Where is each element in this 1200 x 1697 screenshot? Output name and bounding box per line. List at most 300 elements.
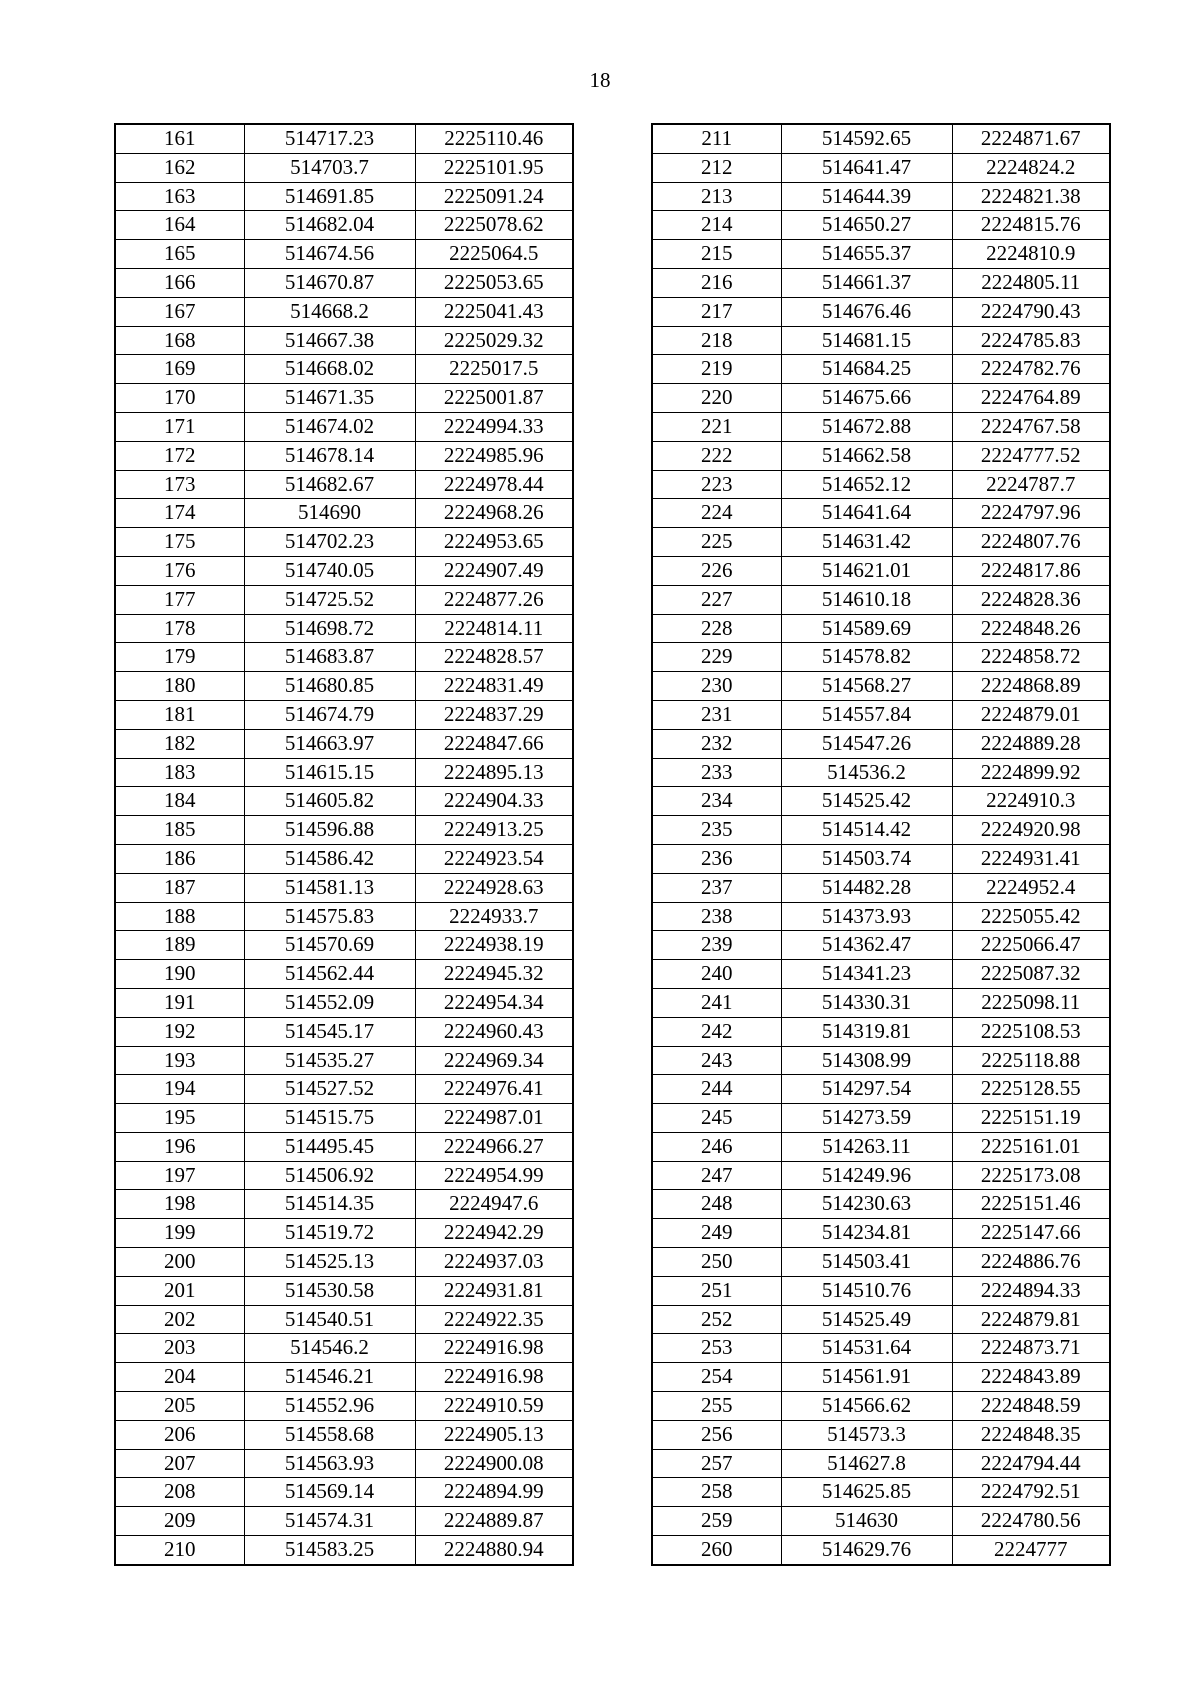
table-row <box>652 211 1110 240</box>
point-number-cell: 193 <box>115 1046 244 1075</box>
y-coordinate-cell: 2224910.3 <box>952 787 1110 816</box>
x-coordinate-cell: 514682.04 <box>244 211 415 240</box>
y-coordinate-cell: 2224787.7 <box>952 470 1110 499</box>
table-row <box>115 1190 573 1219</box>
point-number-cell: 176 <box>115 556 244 585</box>
y-coordinate-cell: 2224782.76 <box>952 355 1110 384</box>
x-coordinate-cell: 514670.87 <box>244 268 415 297</box>
table-row <box>115 384 573 413</box>
x-coordinate-cell: 514629.76 <box>781 1536 952 1565</box>
x-coordinate-cell: 514671.35 <box>244 384 415 413</box>
point-number-cell: 185 <box>115 816 244 845</box>
x-coordinate-cell: 514545.17 <box>244 1017 415 1046</box>
y-coordinate-cell: 2224871.67 <box>952 124 1110 153</box>
y-coordinate-cell: 2224792.51 <box>952 1478 1110 1507</box>
point-number-cell: 177 <box>115 585 244 614</box>
y-coordinate-cell: 2224952.4 <box>952 873 1110 902</box>
point-number-cell: 227 <box>652 585 781 614</box>
x-coordinate-cell: 514652.12 <box>781 470 952 499</box>
point-number-cell: 208 <box>115 1478 244 1507</box>
table-row <box>652 528 1110 557</box>
table-row <box>652 326 1110 355</box>
table-row <box>652 499 1110 528</box>
point-number-cell: 212 <box>652 153 781 182</box>
point-number-cell: 169 <box>115 355 244 384</box>
y-coordinate-cell: 2224831.49 <box>415 672 573 701</box>
page-number: 18 <box>589 68 611 92</box>
x-coordinate-cell: 514691.85 <box>244 182 415 211</box>
point-number-cell: 194 <box>115 1075 244 1104</box>
point-number-cell: 229 <box>652 643 781 672</box>
y-coordinate-cell: 2224916.98 <box>415 1334 573 1363</box>
coordinates-table-left <box>114 123 574 1566</box>
table-row <box>652 1392 1110 1421</box>
point-number-cell: 216 <box>652 268 781 297</box>
table-row <box>115 556 573 585</box>
table-row <box>652 931 1110 960</box>
table-row <box>115 1449 573 1478</box>
point-number-cell: 203 <box>115 1334 244 1363</box>
table-row <box>115 1219 573 1248</box>
point-number-cell: 191 <box>115 988 244 1017</box>
table-row <box>115 672 573 701</box>
x-coordinate-cell: 514547.26 <box>781 729 952 758</box>
y-coordinate-cell: 2224987.01 <box>415 1104 573 1133</box>
x-coordinate-cell: 514698.72 <box>244 614 415 643</box>
x-coordinate-cell: 514655.37 <box>781 240 952 269</box>
table-row <box>115 1536 573 1565</box>
point-number-cell: 255 <box>652 1392 781 1421</box>
x-coordinate-cell: 514661.37 <box>781 268 952 297</box>
x-coordinate-cell: 514703.7 <box>244 153 415 182</box>
y-coordinate-cell: 2225017.5 <box>415 355 573 384</box>
x-coordinate-cell: 514552.96 <box>244 1392 415 1421</box>
x-coordinate-cell: 514663.97 <box>244 729 415 758</box>
y-coordinate-cell: 2225101.95 <box>415 153 573 182</box>
point-number-cell: 174 <box>115 499 244 528</box>
point-number-cell: 200 <box>115 1248 244 1277</box>
table-row <box>115 787 573 816</box>
x-coordinate-cell: 514531.64 <box>781 1334 952 1363</box>
point-number-cell: 228 <box>652 614 781 643</box>
y-coordinate-cell: 2224968.26 <box>415 499 573 528</box>
point-number-cell: 213 <box>652 182 781 211</box>
point-number-cell: 199 <box>115 1219 244 1248</box>
y-coordinate-cell: 2224937.03 <box>415 1248 573 1277</box>
x-coordinate-cell: 514650.27 <box>781 211 952 240</box>
y-coordinate-cell: 2224805.11 <box>952 268 1110 297</box>
y-coordinate-cell: 2224848.26 <box>952 614 1110 643</box>
table-row <box>115 211 573 240</box>
table-row <box>652 585 1110 614</box>
y-coordinate-cell: 2224847.66 <box>415 729 573 758</box>
y-coordinate-cell: 2224985.96 <box>415 441 573 470</box>
y-coordinate-cell: 2224938.19 <box>415 931 573 960</box>
x-coordinate-cell: 514717.23 <box>244 124 415 153</box>
y-coordinate-cell: 2225029.32 <box>415 326 573 355</box>
x-coordinate-cell: 514525.13 <box>244 1248 415 1277</box>
x-coordinate-cell: 514574.31 <box>244 1507 415 1536</box>
table-row <box>652 355 1110 384</box>
table-row <box>652 470 1110 499</box>
x-coordinate-cell: 514578.82 <box>781 643 952 672</box>
x-coordinate-cell: 514319.81 <box>781 1017 952 1046</box>
point-number-cell: 223 <box>652 470 781 499</box>
x-coordinate-cell: 514503.74 <box>781 844 952 873</box>
point-number-cell: 240 <box>652 960 781 989</box>
point-number-cell: 162 <box>115 153 244 182</box>
y-coordinate-cell: 2224953.65 <box>415 528 573 557</box>
table-row <box>652 153 1110 182</box>
y-coordinate-cell: 2224877.26 <box>415 585 573 614</box>
point-number-cell: 184 <box>115 787 244 816</box>
x-coordinate-cell: 514341.23 <box>781 960 952 989</box>
x-coordinate-cell: 514527.52 <box>244 1075 415 1104</box>
y-coordinate-cell: 2225110.46 <box>415 124 573 153</box>
y-coordinate-cell: 2224790.43 <box>952 297 1110 326</box>
y-coordinate-cell: 2224843.89 <box>952 1363 1110 1392</box>
x-coordinate-cell: 514525.42 <box>781 787 952 816</box>
x-coordinate-cell: 514510.76 <box>781 1276 952 1305</box>
y-coordinate-cell: 2225091.24 <box>415 182 573 211</box>
x-coordinate-cell: 514506.92 <box>244 1161 415 1190</box>
x-coordinate-cell: 514562.44 <box>244 960 415 989</box>
x-coordinate-cell: 514631.42 <box>781 528 952 557</box>
table-row <box>115 1248 573 1277</box>
y-coordinate-cell: 2224894.99 <box>415 1478 573 1507</box>
table-row <box>115 1363 573 1392</box>
point-number-cell: 172 <box>115 441 244 470</box>
x-coordinate-cell: 514680.85 <box>244 672 415 701</box>
point-number-cell: 239 <box>652 931 781 960</box>
y-coordinate-cell: 2224879.01 <box>952 700 1110 729</box>
table-row <box>115 268 573 297</box>
y-coordinate-cell: 2225053.65 <box>415 268 573 297</box>
table-row <box>115 528 573 557</box>
point-number-cell: 244 <box>652 1075 781 1104</box>
x-coordinate-cell: 514514.35 <box>244 1190 415 1219</box>
point-number-cell: 205 <box>115 1392 244 1421</box>
y-coordinate-cell: 2224794.44 <box>952 1449 1110 1478</box>
table-row <box>115 729 573 758</box>
point-number-cell: 168 <box>115 326 244 355</box>
x-coordinate-cell: 514668.2 <box>244 297 415 326</box>
table-row <box>652 1276 1110 1305</box>
y-coordinate-cell: 2225128.55 <box>952 1075 1110 1104</box>
x-coordinate-cell: 514568.27 <box>781 672 952 701</box>
y-coordinate-cell: 2224900.08 <box>415 1449 573 1478</box>
table-row <box>652 1449 1110 1478</box>
x-coordinate-cell: 514573.3 <box>781 1420 952 1449</box>
table-row <box>652 1075 1110 1104</box>
table-row <box>652 412 1110 441</box>
y-coordinate-cell: 2224868.89 <box>952 672 1110 701</box>
table-row <box>115 1017 573 1046</box>
point-number-cell: 225 <box>652 528 781 557</box>
x-coordinate-cell: 514546.2 <box>244 1334 415 1363</box>
point-number-cell: 206 <box>115 1420 244 1449</box>
y-coordinate-cell: 2224785.83 <box>952 326 1110 355</box>
y-coordinate-cell: 2224954.99 <box>415 1161 573 1190</box>
point-number-cell: 218 <box>652 326 781 355</box>
point-number-cell: 188 <box>115 902 244 931</box>
table-row <box>652 1046 1110 1075</box>
table-row <box>115 988 573 1017</box>
x-coordinate-cell: 514641.47 <box>781 153 952 182</box>
x-coordinate-cell: 514586.42 <box>244 844 415 873</box>
x-coordinate-cell: 514683.87 <box>244 643 415 672</box>
y-coordinate-cell: 2224879.81 <box>952 1305 1110 1334</box>
table-row <box>652 988 1110 1017</box>
x-coordinate-cell: 514668.02 <box>244 355 415 384</box>
y-coordinate-cell: 2225055.42 <box>952 902 1110 931</box>
x-coordinate-cell: 514682.67 <box>244 470 415 499</box>
x-coordinate-cell: 514627.8 <box>781 1449 952 1478</box>
y-coordinate-cell: 2224810.9 <box>952 240 1110 269</box>
table-row <box>115 153 573 182</box>
point-number-cell: 249 <box>652 1219 781 1248</box>
table-row <box>115 931 573 960</box>
point-number-cell: 252 <box>652 1305 781 1334</box>
point-number-cell: 186 <box>115 844 244 873</box>
table-row <box>652 1219 1110 1248</box>
table-row <box>115 1132 573 1161</box>
x-coordinate-cell: 514566.62 <box>781 1392 952 1421</box>
table-row <box>115 1161 573 1190</box>
point-number-cell: 259 <box>652 1507 781 1536</box>
point-number-cell: 164 <box>115 211 244 240</box>
table-row <box>115 1392 573 1421</box>
table-row <box>652 1420 1110 1449</box>
table-row <box>652 960 1110 989</box>
x-coordinate-cell: 514561.91 <box>781 1363 952 1392</box>
table-row <box>115 844 573 873</box>
x-coordinate-cell: 514589.69 <box>781 614 952 643</box>
x-coordinate-cell: 514308.99 <box>781 1046 952 1075</box>
point-number-cell: 241 <box>652 988 781 1017</box>
x-coordinate-cell: 514546.21 <box>244 1363 415 1392</box>
table-row <box>652 816 1110 845</box>
table-row <box>115 240 573 269</box>
table-row <box>115 614 573 643</box>
point-number-cell: 166 <box>115 268 244 297</box>
point-number-cell: 165 <box>115 240 244 269</box>
point-number-cell: 197 <box>115 1161 244 1190</box>
point-number-cell: 190 <box>115 960 244 989</box>
x-coordinate-cell: 514667.38 <box>244 326 415 355</box>
x-coordinate-cell: 514273.59 <box>781 1104 952 1133</box>
point-number-cell: 258 <box>652 1478 781 1507</box>
y-coordinate-cell: 2224880.94 <box>415 1536 573 1565</box>
point-number-cell: 196 <box>115 1132 244 1161</box>
point-number-cell: 198 <box>115 1190 244 1219</box>
point-number-cell: 170 <box>115 384 244 413</box>
x-coordinate-cell: 514535.27 <box>244 1046 415 1075</box>
point-number-cell: 232 <box>652 729 781 758</box>
y-coordinate-cell: 2224976.41 <box>415 1075 573 1104</box>
table-row <box>652 1334 1110 1363</box>
x-coordinate-cell: 514678.14 <box>244 441 415 470</box>
point-number-cell: 161 <box>115 124 244 153</box>
point-number-cell: 246 <box>652 1132 781 1161</box>
point-number-cell: 230 <box>652 672 781 701</box>
y-coordinate-cell: 2224942.29 <box>415 1219 573 1248</box>
y-coordinate-cell: 2224764.89 <box>952 384 1110 413</box>
point-number-cell: 234 <box>652 787 781 816</box>
x-coordinate-cell: 514570.69 <box>244 931 415 960</box>
table-row <box>652 268 1110 297</box>
point-number-cell: 253 <box>652 1334 781 1363</box>
y-coordinate-cell: 2224815.76 <box>952 211 1110 240</box>
table-row <box>115 326 573 355</box>
point-number-cell: 219 <box>652 355 781 384</box>
table-row <box>115 412 573 441</box>
point-number-cell: 187 <box>115 873 244 902</box>
y-coordinate-cell: 2224777 <box>952 1536 1110 1565</box>
x-coordinate-cell: 514592.65 <box>781 124 952 153</box>
y-coordinate-cell: 2224873.71 <box>952 1334 1110 1363</box>
point-number-cell: 214 <box>652 211 781 240</box>
x-coordinate-cell: 514557.84 <box>781 700 952 729</box>
point-number-cell: 180 <box>115 672 244 701</box>
x-coordinate-cell: 514674.56 <box>244 240 415 269</box>
y-coordinate-cell: 2224960.43 <box>415 1017 573 1046</box>
point-number-cell: 201 <box>115 1276 244 1305</box>
point-number-cell: 215 <box>652 240 781 269</box>
table-row <box>652 1248 1110 1277</box>
y-coordinate-cell: 2225041.43 <box>415 297 573 326</box>
table-row <box>115 297 573 326</box>
point-number-cell: 183 <box>115 758 244 787</box>
x-coordinate-cell: 514672.88 <box>781 412 952 441</box>
x-coordinate-cell: 514230.63 <box>781 1190 952 1219</box>
table-row <box>115 960 573 989</box>
table-row <box>115 441 573 470</box>
table-row <box>652 700 1110 729</box>
y-coordinate-cell: 2224899.92 <box>952 758 1110 787</box>
x-coordinate-cell: 514263.11 <box>781 1132 952 1161</box>
y-coordinate-cell: 2224780.56 <box>952 1507 1110 1536</box>
point-number-cell: 220 <box>652 384 781 413</box>
y-coordinate-cell: 2224947.6 <box>415 1190 573 1219</box>
point-number-cell: 202 <box>115 1305 244 1334</box>
table-row <box>652 758 1110 787</box>
table-row <box>115 1104 573 1133</box>
point-number-cell: 175 <box>115 528 244 557</box>
table-row <box>115 1075 573 1104</box>
x-coordinate-cell: 514581.13 <box>244 873 415 902</box>
y-coordinate-cell: 2225001.87 <box>415 384 573 413</box>
table-row <box>115 700 573 729</box>
table-row <box>115 1478 573 1507</box>
table-row <box>115 1276 573 1305</box>
table-row <box>652 1305 1110 1334</box>
x-coordinate-cell: 514495.45 <box>244 1132 415 1161</box>
x-coordinate-cell: 514515.75 <box>244 1104 415 1133</box>
table-row <box>652 1104 1110 1133</box>
x-coordinate-cell: 514641.64 <box>781 499 952 528</box>
y-coordinate-cell: 2224889.28 <box>952 729 1110 758</box>
x-coordinate-cell: 514373.93 <box>781 902 952 931</box>
point-number-cell: 256 <box>652 1420 781 1449</box>
point-number-cell: 247 <box>652 1161 781 1190</box>
point-number-cell: 211 <box>652 124 781 153</box>
point-number-cell: 178 <box>115 614 244 643</box>
point-number-cell: 233 <box>652 758 781 787</box>
table-row <box>652 1478 1110 1507</box>
y-coordinate-cell: 2224886.76 <box>952 1248 1110 1277</box>
point-number-cell: 209 <box>115 1507 244 1536</box>
point-number-cell: 236 <box>652 844 781 873</box>
x-coordinate-cell: 514615.15 <box>244 758 415 787</box>
x-coordinate-cell: 514536.2 <box>781 758 952 787</box>
x-coordinate-cell: 514605.82 <box>244 787 415 816</box>
y-coordinate-cell: 2224916.98 <box>415 1363 573 1392</box>
y-coordinate-cell: 2224824.2 <box>952 153 1110 182</box>
table-row <box>652 124 1110 153</box>
x-coordinate-cell: 514644.39 <box>781 182 952 211</box>
x-coordinate-cell: 514596.88 <box>244 816 415 845</box>
y-coordinate-cell: 2224966.27 <box>415 1132 573 1161</box>
y-coordinate-cell: 2224905.13 <box>415 1420 573 1449</box>
table-row <box>115 873 573 902</box>
y-coordinate-cell: 2224895.13 <box>415 758 573 787</box>
y-coordinate-cell: 2224848.59 <box>952 1392 1110 1421</box>
y-coordinate-cell: 2224913.25 <box>415 816 573 845</box>
y-coordinate-cell: 2225161.01 <box>952 1132 1110 1161</box>
y-coordinate-cell: 2225151.19 <box>952 1104 1110 1133</box>
x-coordinate-cell: 514681.15 <box>781 326 952 355</box>
point-number-cell: 237 <box>652 873 781 902</box>
table-row <box>652 441 1110 470</box>
y-coordinate-cell: 2224945.32 <box>415 960 573 989</box>
table-row <box>652 556 1110 585</box>
table-row <box>652 240 1110 269</box>
point-number-cell: 224 <box>652 499 781 528</box>
x-coordinate-cell: 514674.79 <box>244 700 415 729</box>
x-coordinate-cell: 514362.47 <box>781 931 952 960</box>
y-coordinate-cell: 2225118.88 <box>952 1046 1110 1075</box>
y-coordinate-cell: 2224767.58 <box>952 412 1110 441</box>
point-number-cell: 163 <box>115 182 244 211</box>
x-coordinate-cell: 514552.09 <box>244 988 415 1017</box>
x-coordinate-cell: 514503.41 <box>781 1248 952 1277</box>
y-coordinate-cell: 2225173.08 <box>952 1161 1110 1190</box>
x-coordinate-cell: 514249.96 <box>781 1161 952 1190</box>
point-number-cell: 242 <box>652 1017 781 1046</box>
table-row <box>115 816 573 845</box>
y-coordinate-cell: 2224923.54 <box>415 844 573 873</box>
y-coordinate-cell: 2224817.86 <box>952 556 1110 585</box>
y-coordinate-cell: 2224837.29 <box>415 700 573 729</box>
coordinates-table-right <box>651 123 1111 1566</box>
point-number-cell: 257 <box>652 1449 781 1478</box>
table-row <box>652 873 1110 902</box>
y-coordinate-cell: 2224848.35 <box>952 1420 1110 1449</box>
point-number-cell: 235 <box>652 816 781 845</box>
point-number-cell: 254 <box>652 1363 781 1392</box>
table-row <box>115 1507 573 1536</box>
table-row <box>115 643 573 672</box>
x-coordinate-cell: 514514.42 <box>781 816 952 845</box>
y-coordinate-cell: 2224969.34 <box>415 1046 573 1075</box>
x-coordinate-cell: 514330.31 <box>781 988 952 1017</box>
x-coordinate-cell: 514530.58 <box>244 1276 415 1305</box>
y-coordinate-cell: 2224894.33 <box>952 1276 1110 1305</box>
x-coordinate-cell: 514558.68 <box>244 1420 415 1449</box>
x-coordinate-cell: 514740.05 <box>244 556 415 585</box>
x-coordinate-cell: 514575.83 <box>244 902 415 931</box>
